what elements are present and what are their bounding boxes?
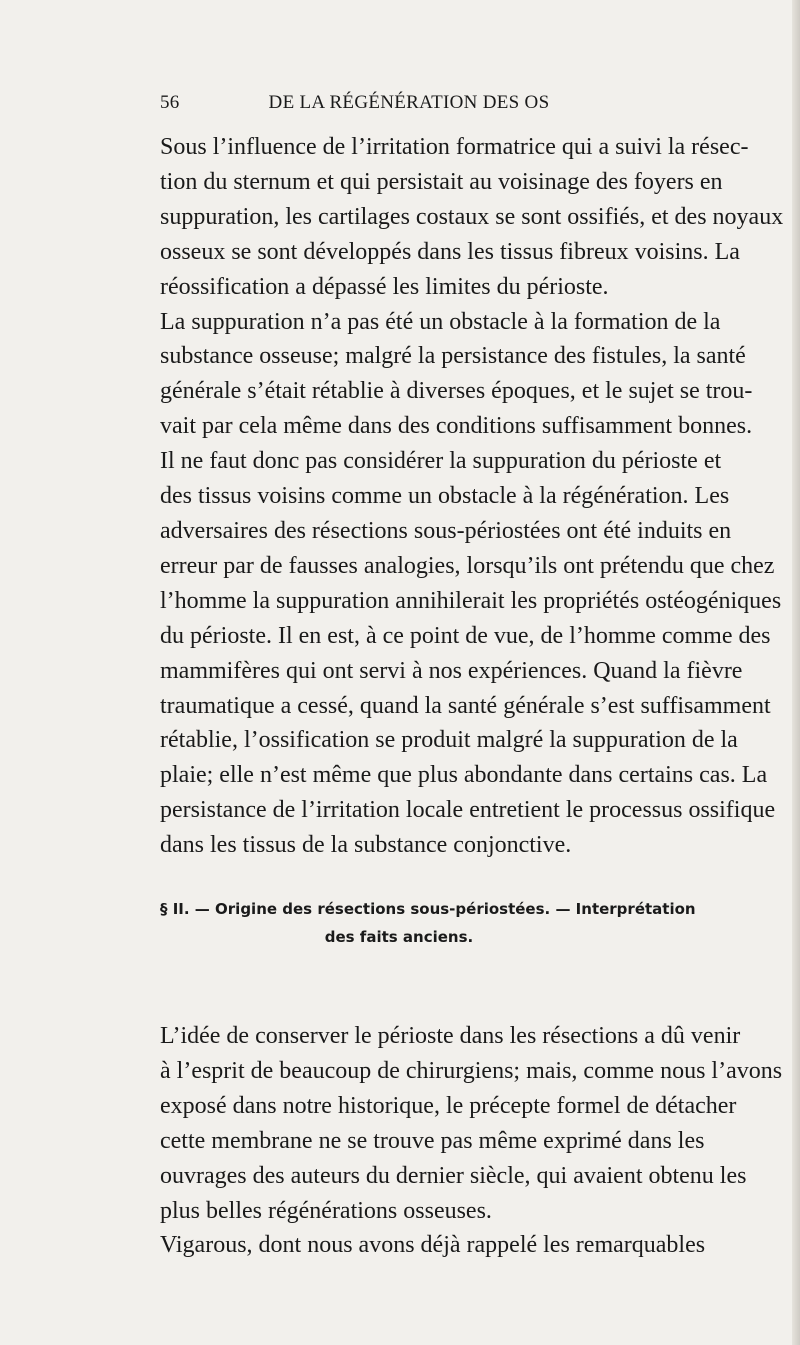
text-line: dans les tissus de la substance conjonctive. [160, 832, 572, 859]
text-line: cette membrane ne se trouve pas même exprimé dans les [160, 1127, 705, 1154]
text-line: persistance de l’irritation locale entretient le processus ossifique [160, 797, 776, 824]
running-title: DE LA RÉGÉNÉRATION DES OS [268, 92, 550, 113]
text-line: substance osseuse; malgré la persistance des fistules, la santé [160, 343, 746, 370]
page-edge [792, 0, 800, 1345]
text-line: La suppuration n’a pas été un obstacle à la formation de la [160, 308, 721, 335]
text-line: traumatique a cessé, quand la santé générale s’est suffisamment [160, 692, 771, 719]
text-line: rétablie, l’ossification se produit malgré la suppuration de la [160, 727, 738, 754]
body-text-bottom [160, 1019, 783, 1263]
text-line: ouvrages des auteurs du dernier siècle, qui avaient obtenu les [160, 1162, 747, 1189]
text-line: L’idée de conserver le périoste dans les résections a dû venir [160, 1023, 741, 1049]
section-heading-line: § II. — Origine des résections sous-périostées. — Interprétation [160, 900, 696, 918]
text-line: suppuration, les cartilages costaux se sont ossifiés, et des noyaux [160, 203, 784, 230]
text-line: vait par cela même dans des conditions suffisamment bonnes. [160, 413, 753, 440]
text-line: Vigarous, dont nous avons déjà rappelé les remarquables [160, 1232, 706, 1259]
page-header [160, 92, 638, 116]
text-line: Il ne faut donc pas considérer la suppuration du périoste et [160, 448, 722, 475]
text-line: tion du sternum et qui persistait au voisinage des foyers en [160, 168, 723, 195]
text-line: mammifères qui ont servi à nos expériences. Quand la fièvre [160, 657, 743, 684]
text-line: exposé dans notre historique, le précepte formel de détacher [160, 1092, 737, 1119]
text-line: à l’esprit de beaucoup de chirurgiens; mais, comme nous l’avons [160, 1057, 783, 1084]
section-heading [160, 895, 696, 951]
text-line: réossification a dépassé les limites du périoste. [160, 273, 609, 300]
text-line: osseux se sont développés dans les tissus fibreux voisins. La [160, 238, 740, 265]
page-number: 56 [160, 92, 180, 113]
text-line: du périoste. Il en est, à ce point de vue, de l’homme comme des [160, 622, 771, 649]
text-line: plus belles régénérations osseuses. [160, 1197, 492, 1224]
text-line: plaie; elle n’est même que plus abondante dans certains cas. La [160, 762, 768, 789]
text-line: adversaires des résections sous-périostées ont été induits en [160, 517, 732, 544]
text-line: des tissus voisins comme un obstacle à la régénération. Les [160, 483, 730, 510]
text-line: erreur par de fausses analogies, lorsqu’ils ont prétendu que chez [160, 552, 775, 579]
text-line: Sous l’influence de l’irritation formatrice qui a suivi la résec- [160, 134, 749, 160]
text-line: l’homme la suppuration annihilerait les propriétés ostéogéniques [160, 587, 782, 614]
text-line: générale s’était rétablie à diverses époques, et le sujet se trou- [160, 378, 753, 405]
section-heading-line: des faits anciens. [324, 928, 474, 946]
body-text-top [160, 130, 784, 863]
